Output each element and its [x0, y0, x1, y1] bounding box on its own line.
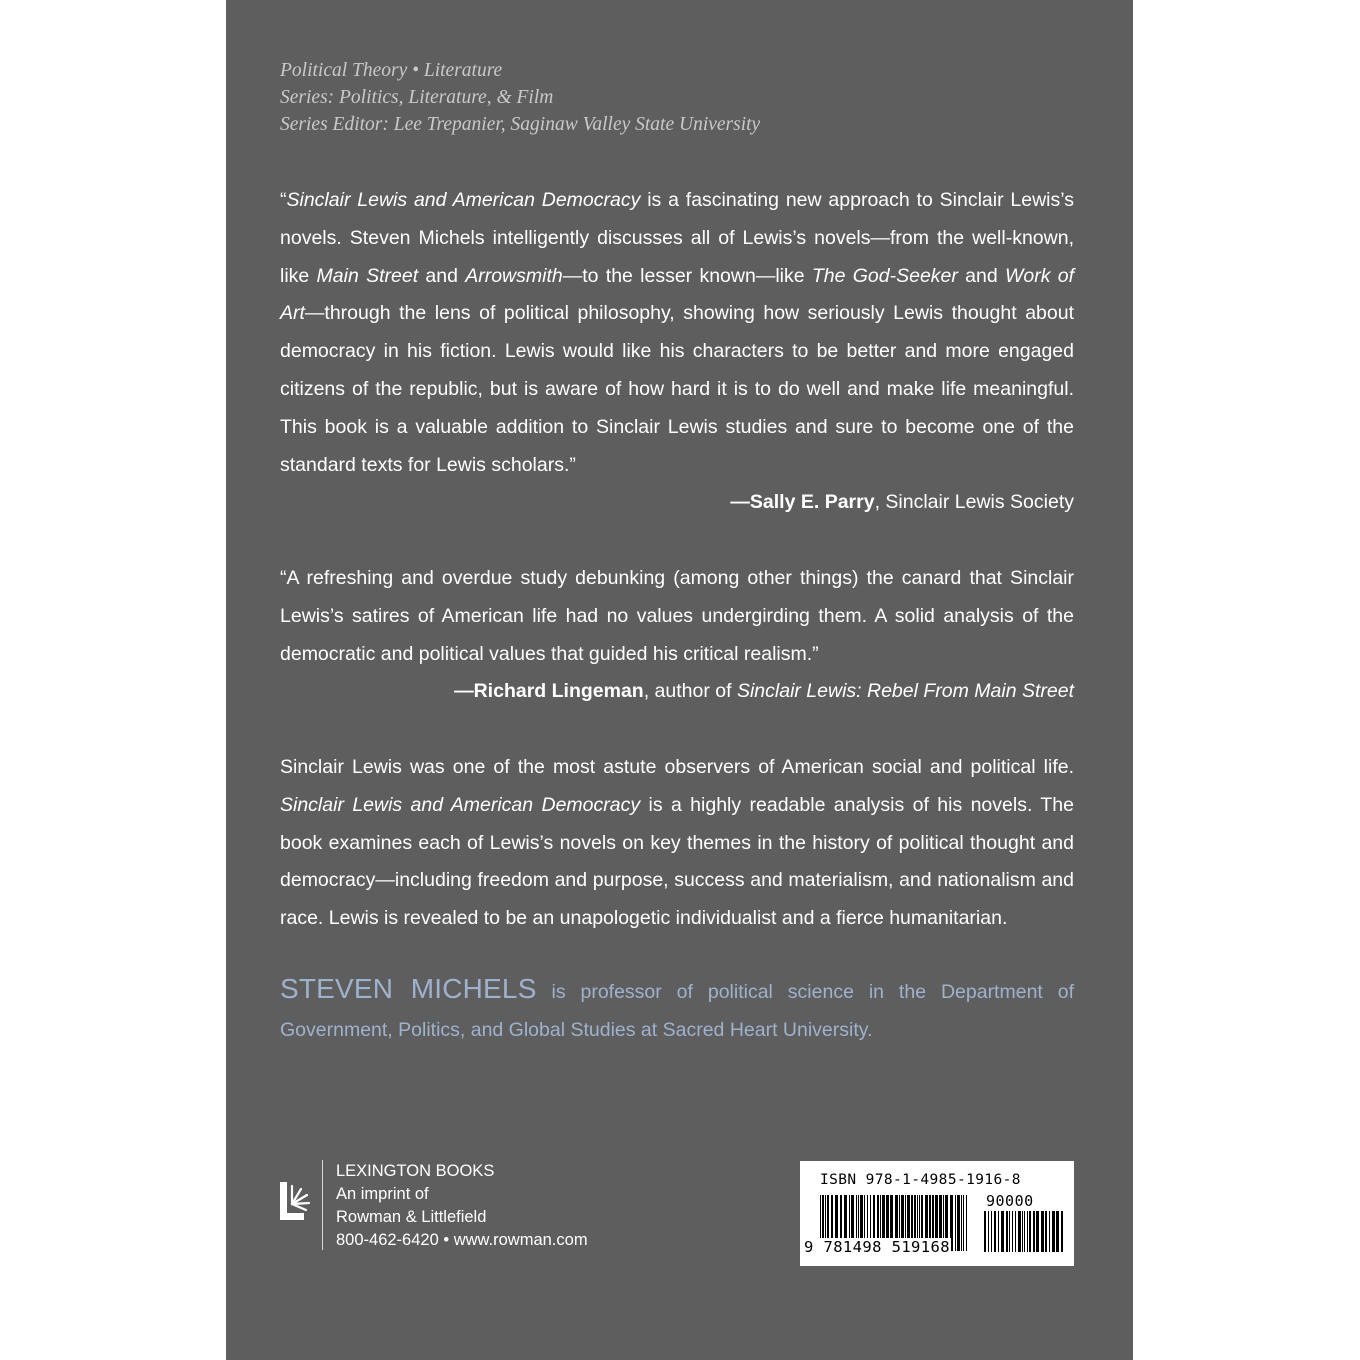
barcode-bar	[1022, 1211, 1023, 1252]
quote-1-text	[280, 182, 1074, 484]
quote-1-attribution	[280, 484, 1074, 522]
barcode-bar	[1006, 1211, 1008, 1252]
publisher-imprint: An imprint of	[336, 1185, 429, 1203]
barcode-bar	[1024, 1211, 1025, 1252]
back-cover	[226, 0, 1133, 1360]
novel-title: Main Street	[316, 264, 419, 287]
series-name: Series: Politics, Literature, & Film	[280, 87, 554, 108]
barcode-bar	[1045, 1211, 1047, 1252]
barcode-bar	[1049, 1211, 1050, 1252]
addon-barcode-bars	[984, 1211, 1064, 1252]
publisher-text	[336, 1160, 588, 1252]
barcode-bar	[966, 1195, 967, 1251]
quote-2-attribution	[280, 673, 1074, 711]
book-title: Sinclair Lewis and American Democracy	[280, 793, 641, 816]
description-text	[280, 749, 1074, 938]
price-code: 90000	[986, 1192, 1034, 1210]
barcode-bar	[955, 1195, 956, 1251]
barcode-bar	[1001, 1211, 1004, 1252]
barcode-bar	[994, 1211, 996, 1252]
author-bio	[280, 970, 1074, 1050]
barcode-bar	[1041, 1211, 1044, 1252]
quote-text: —to the lesser known—like	[562, 264, 812, 287]
barcode-bar	[961, 1195, 962, 1251]
author-name: STEVEN MICHELS	[280, 973, 537, 1004]
barcode-bar	[963, 1195, 964, 1251]
isbn-barcode	[800, 1161, 1074, 1266]
barcode-bar	[1061, 1211, 1063, 1252]
barcode-bar	[991, 1211, 992, 1252]
quote-text: and	[957, 264, 1005, 287]
publisher-contact: 800-462-6420 • www.rowman.com	[336, 1231, 588, 1249]
publisher-logo-icon	[280, 1182, 312, 1220]
isbn-number: ISBN 978-1-4985-1916-8	[820, 1172, 1021, 1188]
author-book-title: Sinclair Lewis: Rebel From Main Street	[736, 680, 1074, 703]
quote-text: and	[418, 264, 466, 287]
quote-open-mark: “	[280, 189, 287, 211]
quote-affiliation: , author of	[643, 680, 737, 703]
publisher-info	[280, 1160, 660, 1250]
barcode-bar	[1012, 1211, 1013, 1252]
quote-text: is a fascinating new approach to Sinclair Lewis’s novels. Steven Michels intelligently discusses all of Lewis’s novels—from the well-known, like	[280, 189, 1074, 287]
description-part: is a highly readable analysis of his novels. The book examines each of Lewis’s novels on key themes in the history of political thought and democracy—including freedom and purpose, success and materialism, and nationalism and race. Lewis is revealed to be an unapologetic individualist and a fierce humanitarian.	[280, 793, 1074, 930]
divider	[322, 1160, 323, 1250]
author-bio-text: is professor of political science in the Department of Government, Politics, and Global Studies at Sacred Heart University.	[280, 981, 1075, 1041]
novel-title: Work of Art	[280, 264, 1075, 325]
endorsement-quote-2	[280, 560, 1074, 711]
barcode-bar	[1009, 1211, 1010, 1252]
barcode-bar	[1052, 1211, 1055, 1252]
novel-title: The God-Seeker	[811, 264, 958, 287]
endorsement-quote-1	[280, 182, 1074, 522]
quote-text: —through the lens of political philosophy, showing how seriously Lewis thought about democracy in his fiction. Lewis would like his characters to be better and more engaged citizens of the republic, but is aware of how hard it is to do well and make life meaningful. This book is a valuable addition to Sinclair Lewis studies and sure to become one of the standard texts for Lewis scholars.”	[280, 302, 1074, 476]
publisher-name: LEXINGTON BOOKS	[336, 1162, 495, 1180]
barcode-bar	[988, 1211, 989, 1252]
book-title: Sinclair Lewis and American Democracy	[286, 189, 641, 211]
quote-affiliation: , Sinclair Lewis Society	[874, 491, 1074, 514]
description-part: Sinclair Lewis was one of the most astute observers of American social and political life.	[280, 756, 1074, 778]
subject-categories: Political Theory • Literature	[280, 60, 503, 81]
barcode-digits: 9 781498 519168	[804, 1238, 950, 1256]
novel-title: Arrowsmith	[465, 264, 563, 287]
barcode-bar	[1033, 1211, 1035, 1252]
barcode-bar	[1029, 1211, 1031, 1252]
barcode-bar	[1056, 1211, 1059, 1252]
publisher-parent: Rowman & Littlefield	[336, 1208, 487, 1226]
series-info	[280, 57, 760, 138]
book-description	[280, 749, 1074, 938]
barcode-bar	[1036, 1211, 1039, 1252]
barcode-bar	[984, 1211, 986, 1252]
quote-author: —Sally E. Parry	[730, 491, 875, 514]
barcode-bar	[1015, 1211, 1016, 1252]
barcode-bar	[957, 1195, 960, 1251]
barcode-bar	[1027, 1211, 1028, 1252]
barcode-bar	[1018, 1211, 1021, 1252]
quote-author: —Richard Lingeman	[454, 680, 644, 703]
series-editor: Series Editor: Lee Trepanier, Saginaw Valley State University	[280, 114, 761, 135]
quote-2-text: “A refreshing and overdue study debunking (among other things) the canard that Sinclair Lewis’s satires of American life had no values undergirding them. A solid analysis of the democratic and political values that guided his critical realism.”	[280, 567, 1074, 665]
barcode-bar	[998, 1211, 999, 1252]
